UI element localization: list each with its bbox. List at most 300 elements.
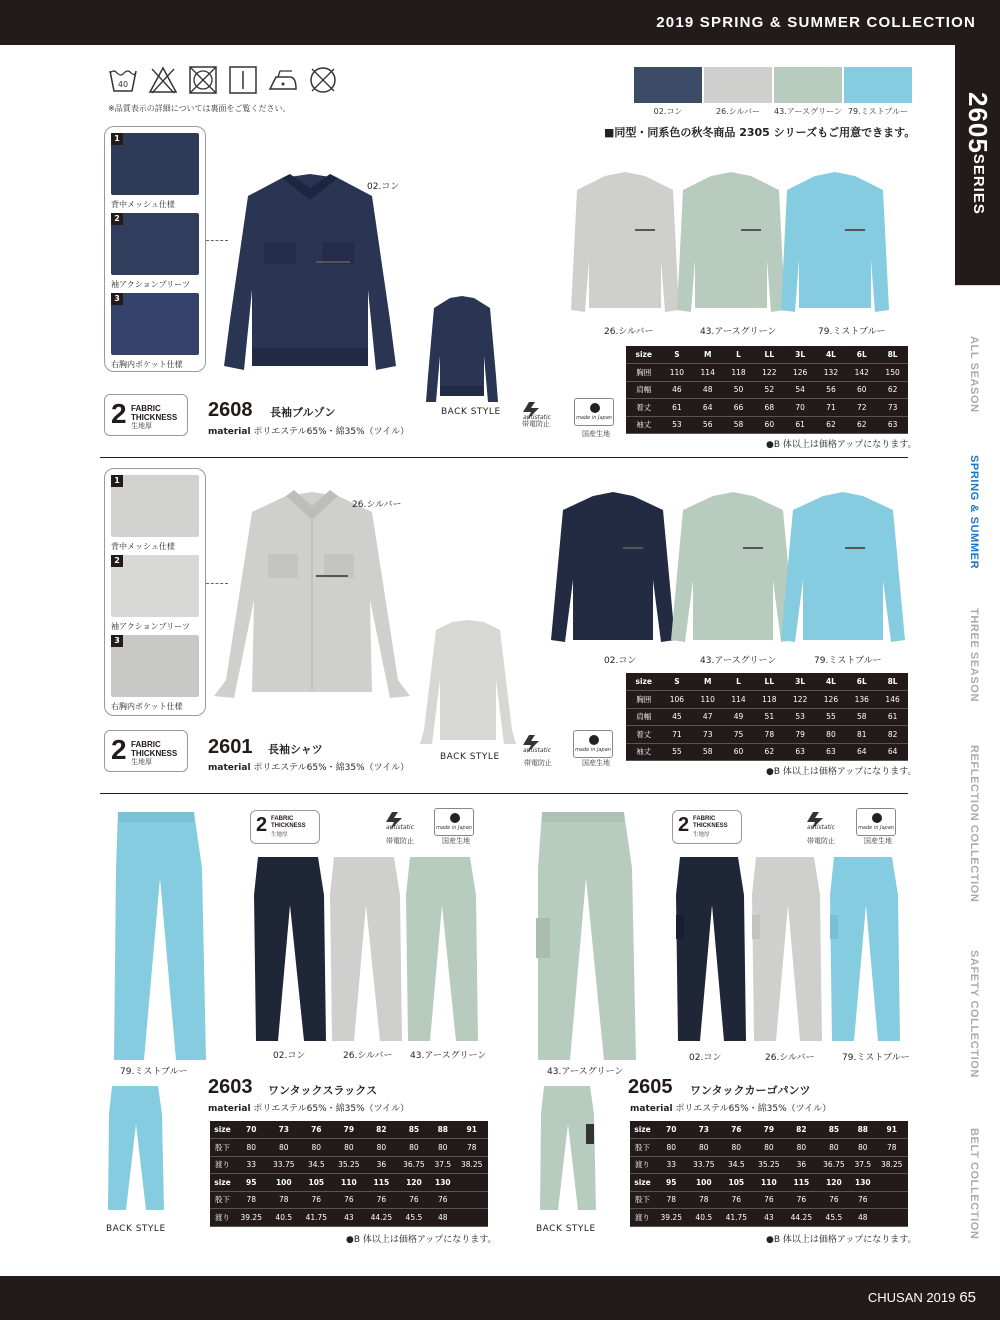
size-cell: 48 — [430, 1209, 455, 1227]
size-cell: 80 — [235, 1139, 268, 1157]
size-cell: 126 — [816, 691, 847, 709]
product-name: ワンタックカーゴパンツ — [690, 1084, 811, 1097]
made-in-japan-text: made in Japan — [575, 747, 611, 753]
back-style-label: BACK STYLE — [106, 1224, 166, 1234]
care-note: ※品質表示の詳細については裏面をご覧ください。 — [108, 104, 291, 113]
size-table — [626, 673, 908, 761]
size-cell: 3L — [785, 673, 816, 691]
color-label: 43.アースグリーン — [410, 1051, 487, 1061]
main-color-label: 02.コン — [367, 182, 400, 192]
fabric-thickness-number: 2 — [111, 398, 127, 429]
wash-temp: 40 — [117, 80, 129, 89]
size-cell: 130 — [850, 1174, 875, 1192]
no-dry-clean-icon — [308, 65, 338, 95]
size-cell: 36 — [785, 1156, 818, 1174]
footer-brand: CHUSAN 2019 — [867, 1290, 956, 1305]
size-cell: 62 — [846, 416, 877, 434]
size-cell: 62 — [877, 381, 908, 399]
size-cell: 73 — [877, 399, 908, 417]
detail-photo — [111, 635, 199, 697]
size-cell: 73 — [268, 1121, 301, 1139]
detail-caption: 背中メッシュ仕様 — [111, 542, 175, 551]
back-style-image — [538, 1084, 600, 1214]
size-row — [630, 1139, 908, 1157]
size-cell: 渡り — [630, 1209, 655, 1227]
back-style-image — [106, 1084, 166, 1214]
size-cell: 48 — [692, 381, 723, 399]
size-cell: 袖丈 — [626, 416, 661, 434]
antistatic-icon — [515, 400, 559, 420]
size-cell: 115 — [365, 1174, 398, 1192]
size-cell — [455, 1191, 488, 1209]
size-cell: 68 — [754, 399, 785, 417]
detail-caption: 右胸内ポケット仕様 — [111, 360, 183, 369]
series-title — [962, 92, 993, 215]
fabric-thickness-title: FABRIC THICKNESS — [131, 740, 178, 758]
size-cell: 78 — [455, 1139, 488, 1157]
size-cell: 76 — [365, 1191, 398, 1209]
size-cell: 91 — [455, 1121, 488, 1139]
table-note: ●B 体以上は価格アップになります。 — [766, 1235, 917, 1245]
detail-number: 2 — [111, 213, 123, 225]
size-cell: 88 — [850, 1121, 875, 1139]
size-cell: 126 — [785, 364, 816, 382]
color-label: 79.ミストブルー — [842, 1053, 910, 1063]
size-cell: 58 — [723, 416, 754, 434]
nav-spring-summer[interactable]: SPRING & SUMMER — [968, 455, 980, 570]
back-style-image — [424, 296, 500, 408]
size-cell: 33.75 — [268, 1156, 301, 1174]
size-cell: 118 — [723, 364, 754, 382]
size-cell: 着丈 — [626, 726, 661, 744]
size-cell: 110 — [753, 1174, 786, 1192]
size-cell: 64 — [877, 743, 908, 761]
color-label: 02.コン — [689, 1053, 722, 1063]
made-in-japan-label: 国産生地 — [582, 759, 610, 767]
fabric-thickness-jp: 生地厚 — [271, 832, 288, 838]
size-cell: 45.5 — [398, 1209, 431, 1227]
size-cell: 8L — [877, 673, 908, 691]
size-cell: LL — [754, 673, 785, 691]
size-cell: 40.5 — [688, 1209, 721, 1227]
size-cell: 43 — [333, 1209, 366, 1227]
japan-flag-icon — [589, 735, 599, 745]
size-cell: 渡り — [210, 1156, 235, 1174]
size-cell: 80 — [300, 1139, 333, 1157]
series-number: 2605 — [963, 92, 993, 154]
product-material: material ポリエステル65%・綿35%（ツイル） — [630, 1104, 832, 1114]
size-cell: 80 — [688, 1139, 721, 1157]
jacket-color-variants — [565, 170, 915, 320]
size-cell: 80 — [655, 1139, 688, 1157]
size-cell: 105 — [300, 1174, 333, 1192]
size-cell: 股下 — [210, 1191, 235, 1209]
swatch-label: 26.シルバー — [716, 107, 760, 116]
nav-reflection-collection[interactable]: REFLECTION COLLECTION — [968, 745, 980, 903]
nav-three-season[interactable]: THREE SEASON — [968, 608, 980, 702]
size-cell: 35.25 — [333, 1156, 366, 1174]
size-cell: 75 — [723, 726, 754, 744]
size-cell: 64 — [692, 399, 723, 417]
size-cell: 80 — [818, 1139, 851, 1157]
product-number: 2605 — [628, 1076, 673, 1098]
size-cell: size — [626, 346, 661, 364]
made-in-japan-label: 国産生地 — [582, 430, 610, 438]
section-divider — [100, 793, 908, 794]
detail-box — [104, 468, 206, 716]
size-cell: 115 — [785, 1174, 818, 1192]
care-icons — [108, 65, 338, 95]
size-cell: 渡り — [210, 1209, 235, 1227]
antistatic-icon — [799, 810, 843, 830]
shirt-silver-image — [212, 490, 412, 702]
size-cell: 78 — [754, 726, 785, 744]
antistatic-word: antistatic — [386, 824, 414, 830]
size-cell: 53 — [661, 416, 692, 434]
size-cell: 36 — [365, 1156, 398, 1174]
detail-photo — [111, 475, 199, 537]
size-cell: 78 — [268, 1191, 301, 1209]
slacks-mist-blue-image — [110, 808, 210, 1066]
size-cell: 142 — [846, 364, 877, 382]
size-cell: 71 — [661, 726, 692, 744]
size-cell: 6L — [846, 346, 877, 364]
size-row — [630, 1174, 908, 1192]
size-cell: 着丈 — [626, 399, 661, 417]
size-cell: 45 — [661, 708, 692, 726]
size-cell: S — [661, 346, 692, 364]
size-cell: 106 — [661, 691, 692, 709]
size-cell: 79 — [333, 1121, 366, 1139]
size-cell: L — [723, 673, 754, 691]
fabric-thickness-number: 2 — [256, 814, 268, 836]
size-cell: 44.25 — [785, 1209, 818, 1227]
size-cell: 47 — [692, 708, 723, 726]
size-cell: 80 — [753, 1139, 786, 1157]
nav-belt-collection[interactable]: BELT COLLECTION — [968, 1128, 980, 1240]
size-cell: 79 — [785, 726, 816, 744]
size-cell: 78 — [655, 1191, 688, 1209]
size-cell: 100 — [268, 1174, 301, 1192]
size-cell: 61 — [661, 399, 692, 417]
size-row — [210, 1191, 488, 1209]
size-cell: 72 — [846, 399, 877, 417]
line-dry-icon — [228, 65, 258, 95]
size-cell: size — [210, 1121, 235, 1139]
size-row — [626, 691, 908, 709]
size-cell: 130 — [430, 1174, 455, 1192]
size-cell: 63 — [816, 743, 847, 761]
cargo-color-variants — [676, 855, 912, 1045]
size-cell: 78 — [688, 1191, 721, 1209]
size-cell: LL — [754, 346, 785, 364]
swatch-label: 79.ミストブルー — [847, 107, 909, 116]
size-cell: 胸囲 — [626, 364, 661, 382]
product-name: 長袖ブルゾン — [270, 406, 336, 419]
antistatic-icon — [515, 733, 559, 753]
antistatic-label: 帯電防止 — [386, 837, 414, 845]
swatch-label: 43.アースグリーン — [774, 107, 842, 116]
made-in-japan-badge — [434, 808, 474, 836]
detail-box — [104, 126, 206, 372]
size-cell: 88 — [430, 1121, 455, 1139]
size-row — [626, 743, 908, 761]
nav-safety-collection[interactable]: SAFETY COLLECTION — [968, 950, 980, 1078]
fabric-thickness-badge — [104, 730, 188, 772]
iron-icon — [268, 65, 298, 95]
size-cell: 35.25 — [753, 1156, 786, 1174]
size-cell: 80 — [850, 1139, 875, 1157]
swatch-earth-green — [774, 67, 842, 103]
swatch-navy — [634, 67, 702, 103]
fabric-thickness-title: FABRIC THICKNESS — [131, 404, 178, 422]
footer-text — [868, 1289, 976, 1306]
product-number: 2601 — [208, 736, 253, 758]
size-cell: 51 — [754, 708, 785, 726]
jacket-navy-image — [212, 170, 408, 378]
size-row — [210, 1209, 488, 1227]
fabric-thickness-badge — [672, 810, 742, 844]
size-cell: 股下 — [210, 1139, 235, 1157]
japan-flag-icon — [450, 813, 460, 823]
size-cell: 110 — [661, 364, 692, 382]
size-cell: 76 — [300, 1191, 333, 1209]
size-cell: 44.25 — [365, 1209, 398, 1227]
size-row — [626, 708, 908, 726]
swatch-label: 02.コン — [653, 107, 683, 116]
nav-all-season[interactable]: ALL SEASON — [968, 336, 980, 413]
size-cell: 78 — [875, 1139, 908, 1157]
size-cell: 48 — [850, 1209, 875, 1227]
fabric-thickness-title: FABRIC THICKNESS — [271, 816, 306, 829]
size-cell: 80 — [268, 1139, 301, 1157]
size-cell: 76 — [753, 1191, 786, 1209]
size-cell: 118 — [754, 691, 785, 709]
color-label: 79.ミストブルー — [818, 327, 886, 337]
size-cell: 38.25 — [455, 1156, 488, 1174]
size-row — [210, 1121, 488, 1139]
size-row — [626, 399, 908, 417]
size-cell: 渡り — [630, 1156, 655, 1174]
antistatic-label: 帯電防止 — [522, 420, 550, 428]
size-cell — [875, 1209, 908, 1227]
size-cell: 150 — [877, 364, 908, 382]
footer-bar — [0, 1276, 1000, 1320]
size-cell: 38.25 — [875, 1156, 908, 1174]
size-cell: 80 — [430, 1139, 455, 1157]
size-cell: 62 — [816, 416, 847, 434]
size-cell: 64 — [846, 743, 877, 761]
detail-photo — [111, 133, 199, 195]
size-cell: 76 — [398, 1191, 431, 1209]
size-cell: 肩幅 — [626, 708, 661, 726]
fabric-thickness-badge — [250, 810, 320, 844]
size-cell: 4L — [816, 673, 847, 691]
detail-caption: 右胸内ポケット仕様 — [111, 702, 183, 711]
size-cell: L — [723, 346, 754, 364]
size-cell: 114 — [692, 364, 723, 382]
made-in-japan-badge — [574, 398, 614, 426]
detail-number: 2 — [111, 555, 123, 567]
fabric-thickness-jp: 生地厚 — [131, 758, 152, 766]
size-cell: 袖丈 — [626, 743, 661, 761]
size-cell: size — [626, 673, 661, 691]
fabric-thickness-number: 2 — [678, 814, 690, 836]
size-cell: 54 — [785, 381, 816, 399]
size-cell: 81 — [846, 726, 877, 744]
detail-photo — [111, 293, 199, 355]
size-cell: 45.5 — [818, 1209, 851, 1227]
color-swatches — [634, 67, 912, 103]
size-cell: 58 — [692, 743, 723, 761]
size-cell: 76 — [818, 1191, 851, 1209]
size-cell: 46 — [661, 381, 692, 399]
size-table — [626, 346, 908, 434]
color-label: 26.シルバー — [604, 327, 654, 337]
size-cell — [875, 1191, 908, 1209]
size-cell: 63 — [785, 743, 816, 761]
size-cell: 122 — [754, 364, 785, 382]
shirt-color-variants — [545, 490, 915, 650]
product-name: ワンタックスラックス — [268, 1084, 378, 1097]
size-cell: 肩幅 — [626, 381, 661, 399]
cargo-earth-green-image — [532, 808, 642, 1066]
size-cell: 76 — [850, 1191, 875, 1209]
size-cell: M — [692, 673, 723, 691]
detail-caption: 袖アクションプリーツ — [111, 622, 190, 631]
size-cell: 61 — [877, 708, 908, 726]
size-cell: size — [630, 1121, 655, 1139]
swatch-silver — [704, 67, 772, 103]
size-cell — [455, 1209, 488, 1227]
size-row — [210, 1174, 488, 1192]
size-cell: 33 — [655, 1156, 688, 1174]
table-note: ●B 体以上は価格アップになります。 — [346, 1235, 497, 1245]
detail-photo — [111, 213, 199, 275]
size-cell: 56 — [816, 381, 847, 399]
size-cell: 41.75 — [300, 1209, 333, 1227]
size-cell — [455, 1174, 488, 1192]
side-divider — [955, 285, 1000, 286]
antistatic-label: 帯電防止 — [807, 837, 835, 845]
size-table — [210, 1121, 488, 1227]
size-cell: 82 — [785, 1121, 818, 1139]
back-style-label: BACK STYLE — [440, 752, 500, 762]
size-row — [626, 726, 908, 744]
fabric-thickness-badge — [104, 394, 188, 436]
size-cell: 85 — [818, 1121, 851, 1139]
japan-flag-icon — [872, 813, 882, 823]
size-cell: size — [630, 1174, 655, 1192]
size-cell: S — [661, 673, 692, 691]
size-cell: 4L — [816, 346, 847, 364]
size-cell: 136 — [846, 691, 877, 709]
made-in-japan-label: 国産生地 — [442, 837, 470, 845]
product-material: material ポリエステル65%・綿35%（ツイル） — [208, 427, 410, 437]
color-label: 02.コン — [273, 1051, 306, 1061]
back-style-image — [418, 620, 518, 750]
size-cell: 85 — [398, 1121, 431, 1139]
detail-number: 3 — [111, 635, 123, 647]
size-cell: 80 — [365, 1139, 398, 1157]
table-note: ●B 体以上は価格アップになります。 — [766, 440, 917, 450]
size-cell: 95 — [655, 1174, 688, 1192]
size-cell: 61 — [785, 416, 816, 434]
size-cell: 80 — [816, 726, 847, 744]
size-cell: 76 — [785, 1191, 818, 1209]
color-label: 02.コン — [604, 656, 637, 666]
size-cell: 56 — [692, 416, 723, 434]
wash-40-icon — [108, 65, 138, 95]
size-cell: 70 — [655, 1121, 688, 1139]
no-bleach-icon — [148, 65, 178, 95]
detail-photo — [111, 555, 199, 617]
main-color-label: 26.シルバー — [352, 500, 402, 510]
size-cell: size — [210, 1174, 235, 1192]
size-cell: 70 — [785, 399, 816, 417]
size-cell: 66 — [723, 399, 754, 417]
product-material: material ポリエステル65%・綿35%（ツイル） — [208, 1104, 410, 1114]
color-label: 43.アースグリーン — [700, 327, 777, 337]
back-style-label: BACK STYLE — [536, 1224, 596, 1234]
size-cell: 58 — [846, 708, 877, 726]
detail-number: 1 — [111, 133, 123, 145]
size-cell: 80 — [720, 1139, 753, 1157]
size-cell: 80 — [785, 1139, 818, 1157]
product-name: 長袖シャツ — [268, 743, 323, 756]
size-cell: 76 — [720, 1121, 753, 1139]
size-cell: 60 — [754, 416, 785, 434]
size-cell: 49 — [723, 708, 754, 726]
fabric-thickness-number: 2 — [111, 734, 127, 765]
made-in-japan-text: made in Japan — [436, 825, 472, 831]
size-cell: 76 — [430, 1191, 455, 1209]
size-cell: 60 — [723, 743, 754, 761]
size-cell: 39.25 — [235, 1209, 268, 1227]
made-in-japan-badge — [573, 730, 613, 758]
size-cell: 55 — [661, 743, 692, 761]
size-cell: 95 — [235, 1174, 268, 1192]
size-row — [630, 1156, 908, 1174]
main-color-label: 79.ミストブルー — [120, 1067, 188, 1077]
size-cell: 39.25 — [655, 1209, 688, 1227]
size-cell: 股下 — [630, 1139, 655, 1157]
size-cell: 76 — [300, 1121, 333, 1139]
size-cell: 胸囲 — [626, 691, 661, 709]
size-cell: 股下 — [630, 1191, 655, 1209]
size-cell: 41.75 — [720, 1209, 753, 1227]
made-in-japan-text: made in Japan — [858, 825, 894, 831]
size-header-row — [626, 673, 908, 691]
made-in-japan-label: 国産生地 — [864, 837, 892, 845]
size-cell: 50 — [723, 381, 754, 399]
size-row — [630, 1209, 908, 1227]
page-number: 65 — [959, 1289, 976, 1306]
size-cell: 73 — [688, 1121, 721, 1139]
antistatic-label: 帯電防止 — [524, 759, 552, 767]
size-cell: 76 — [333, 1191, 366, 1209]
size-cell: 100 — [688, 1174, 721, 1192]
antistatic-word: antistatic — [523, 414, 551, 420]
color-label: 26.シルバー — [765, 1053, 815, 1063]
fabric-thickness-jp: 生地厚 — [131, 422, 152, 430]
size-cell: 37.5 — [850, 1156, 875, 1174]
back-style-label: BACK STYLE — [441, 407, 501, 417]
size-cell: 70 — [235, 1121, 268, 1139]
size-cell: 76 — [720, 1191, 753, 1209]
size-cell: 82 — [877, 726, 908, 744]
size-cell: 60 — [846, 381, 877, 399]
